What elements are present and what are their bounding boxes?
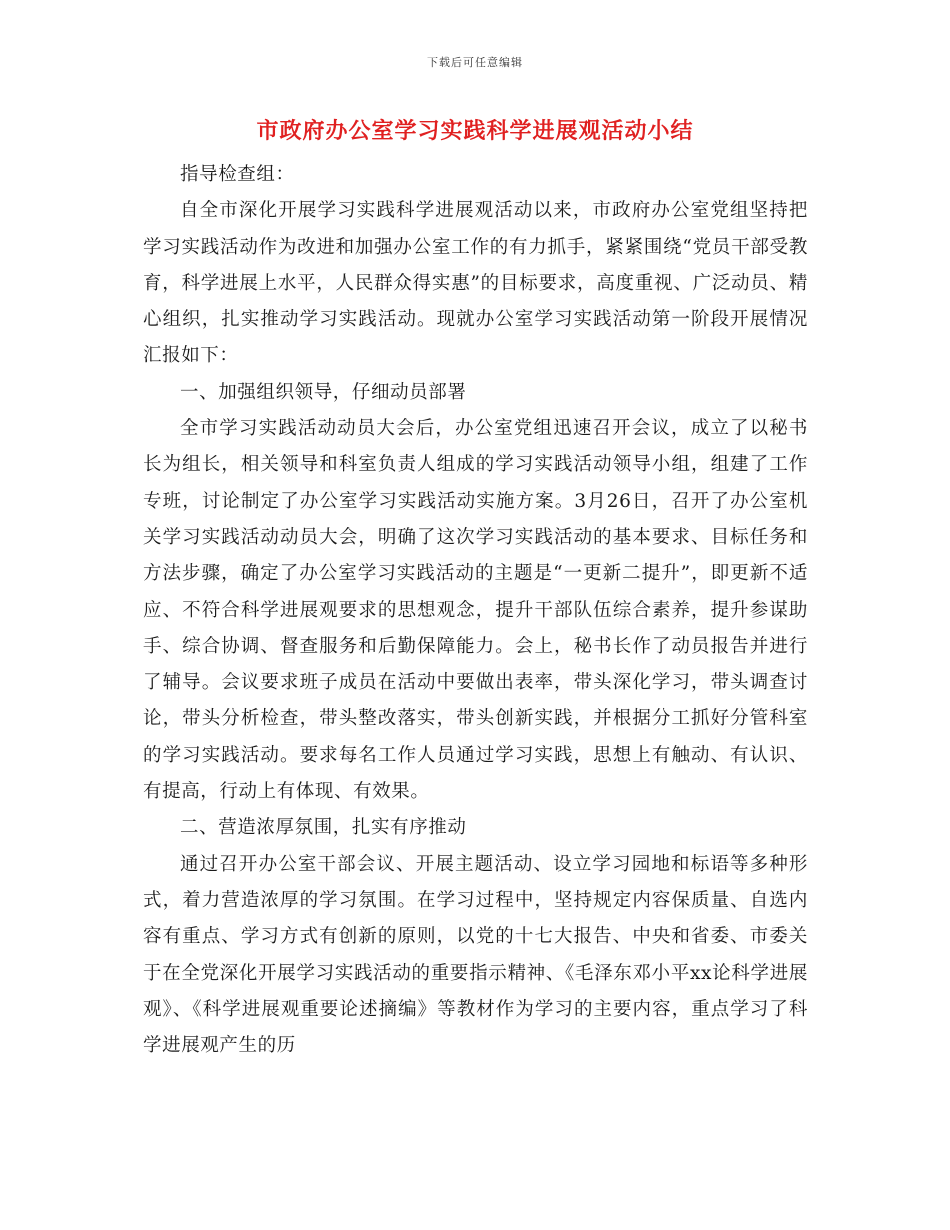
section-heading-1: 一、加强组织领导，仔细动员部署 (180, 381, 467, 403)
paragraph-section-2: 通过召开办公室干部会议、开展主题活动、设立学习园地和标语等多种形式，着力营造浓厚的学习氛围。在学习过程中，坚持规定内容保质量、自选内容有重点、学习方式有创新的原则，以党的十七大报告、中央和省委、市委关于在全党深化开展学习实践活动的重要指示精神、《毛泽东邓小平xx论科学进展观》、《科学进展观重要论述摘编》等教材作为学习的主要内容，重点学习了科学进展观产生的历 (143, 853, 808, 1057)
header-note: 下载后可任意编辑 (427, 56, 523, 69)
document-body (143, 157, 808, 1064)
document-title: 市政府办公室学习实践科学进展观活动小结 (256, 118, 694, 144)
salutation: 指导检查组： (180, 164, 295, 185)
paragraph-intro: 自全市深化开展学习实践科学进展观活动以来，市政府办公室党组坚持把学习实践活动作为改进和加强办公室工作的有力抓手，紧紧围绕“党员干部受教育，科学进展上水平，人民群众得实惠”的目标要求，高度重视、广泛动员、精心组织，扎实推动学习实践活动。现就办公室学习实践活动第一阶段开展情况汇报如下： (143, 200, 808, 367)
paragraph-section-1: 全市学习实践活动动员大会后，办公室党组迅速召开会议，成立了以秘书长为组长，相关领导和科室负责人组成的学习实践活动领导小组，组建了工作专班，讨论制定了办公室学习实践活动实施方案。3月26日，召开了办公室机关学习实践活动动员大会，明确了这次学习实践活动的基本要求、目标任务和方法步骤，确定了办公室学习实践活动的主题是“一更新二提升”，即更新不适应、不符合科学进展观要求的思想观念，提升干部队伍综合素养，提升参谋助手、综合协调、督查服务和后勤保障能力。会上，秘书长作了动员报告并进行了辅导。会议要求班子成员在活动中要做出表率，带头深化学习，带头调查讨论，带头分析检查，带头整改落实，带头创新实践，并根据分工抓好分管科室的学习实践活动。要求每名工作人员通过学习实践，思想上有触动、有认识、有提高，行动上有体现、有效果。 (143, 418, 808, 803)
section-heading-2: 二、营造浓厚氛围，扎实有序推动 (180, 817, 467, 839)
